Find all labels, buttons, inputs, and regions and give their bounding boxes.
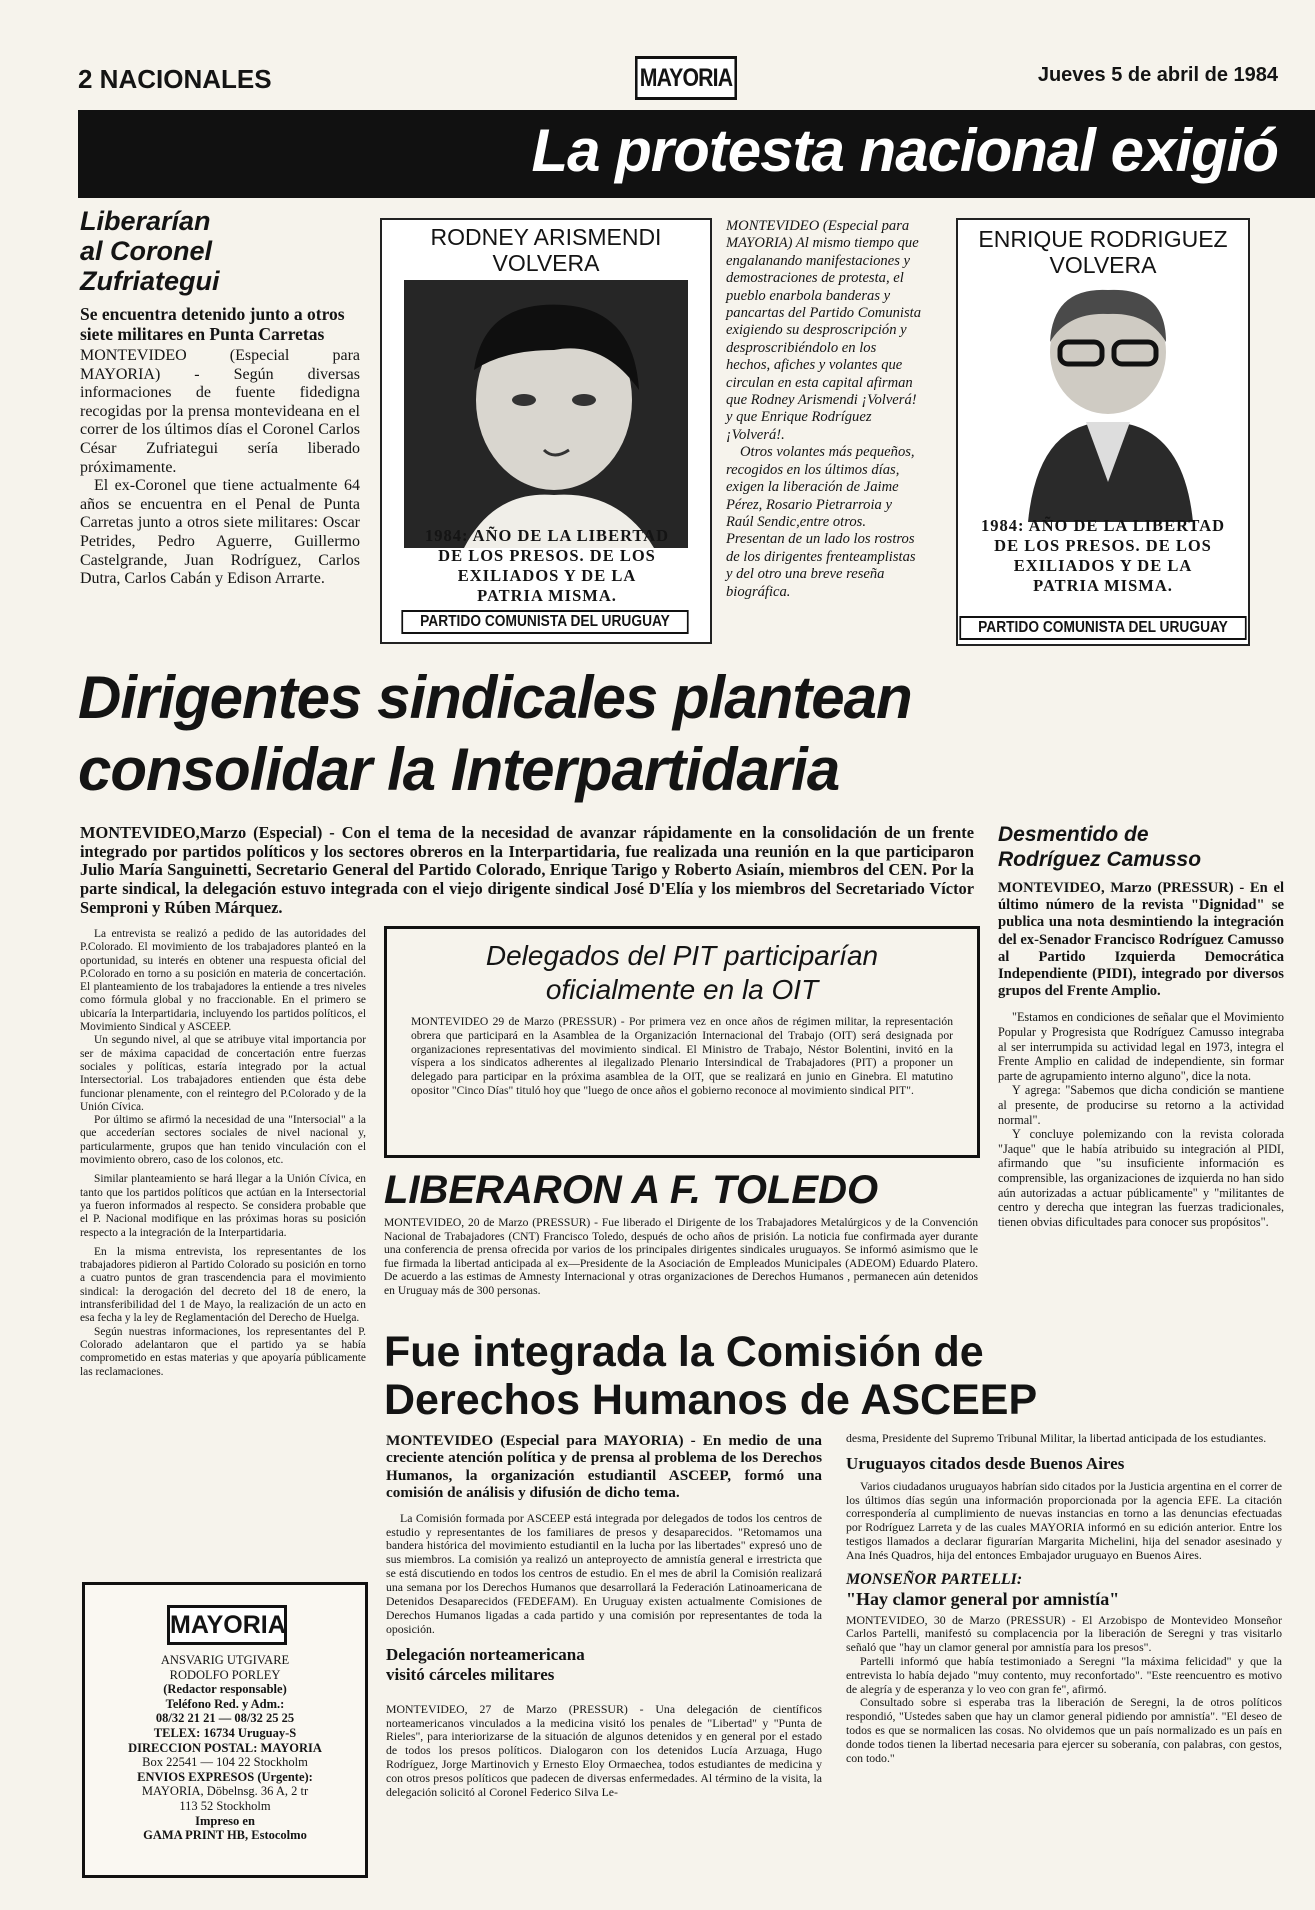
desmentido-headline-line2: Rodríguez Camusso (998, 848, 1202, 871)
desmentido-p1: "Estamos en condiciones de señalar que el Movimiento Popular y Progresista que Rodríguez Camusso integraba al ser interrumpida su actividad legal en 1973, integra el Frente Amplio en calidad de independiente, sin formar parte de agrupamiento interno alguno", dice la nota. (998, 1010, 1284, 1083)
protesta-p2: Otros volantes más pequeños, recogidos en los últimos días, exigen la liberación de Jaime Pérez, Rosario Pietrarroia y Raúl Sendic,entre otros. Presentan de un lado los rostros de los dirigentes frenteamplistas y del otro una breve reseña biográfica. (726, 444, 916, 600)
poster-right-slogan (964, 516, 1242, 596)
poster-arismendi (380, 218, 712, 644)
asceep-sub3-title: "Hay clamor general por amnistía" (846, 1588, 1120, 1609)
asceep-sub1-line2: visitó cárceles militares (386, 1664, 555, 1684)
sindicales-p2: Un segundo nivel, al que se atribuye vital importancia por ser de máxima capacidad de concertación entre fuerzas sociales y políticas, estaría integrado por la actual Intersectorial. Los trabajadores entienden que ésta debe funcionar plenamente, con el reintegro del P.Colorado y de la Unión Cívica. (80, 1034, 366, 1113)
desmentido-p2: Y agrega: "Sabemos que dicha condición se mantiene al presente, de producirse su retorno a la actividad normal". (998, 1083, 1284, 1127)
sindicales-headline-line2: consolidar la Interpartidaria (78, 736, 840, 803)
sindicales-body (80, 928, 366, 1379)
asceep-p6: Partelli informó que había testimoniado a Seregni "la máxima felicidad" y que la entrevista lo había dejado "muy contento, muy reconfortado". "Este reencuentro es motivo de alegría y de esperanza y lo veo con gran fe", afirmó. (846, 1653, 1282, 1696)
credits-box (82, 1582, 368, 1878)
sindicales-p4: Similar planteamiento se hará llegar a la Unión Cívica, en tanto que los partidos políticos que actúan en la Intersectorial ya fueron informados al respecto. Se considera probable que el P. Nacional modifique en las próximas horas su posición respecto a la integración de la Interpartidaria. (80, 1173, 366, 1239)
poster-left-slogan4: PATRIA MISMA. (477, 586, 617, 605)
oit-box (384, 926, 980, 1158)
coronel-body (80, 347, 360, 589)
asceep-sub1-line1: Delegación norteamericana (386, 1644, 585, 1664)
asceep-column-left (386, 1432, 822, 1799)
poster-left-title1: RODNEY ARISMENDI (430, 224, 662, 250)
asceep-p2: MONTEVIDEO, 27 de Marzo (PRESSUR) - Una delegación de científicos norteamericanos vinculados a la medicina visitó los penales de "Libertad" y "Punta de Rieles", para interiorizarse de la situación de algunos detenidos y en general por el estado de todos los presos políticos. Dialogaron con los detenidos Lucía Arzuaga, Hugo Rodríguez, Jorge Martinovich y Ernesto Eloy Ormaechea, todos estudiantes de medicina y con otros presos políticos que padecen de diversas enfermedades. Al término de la visita, la delegación solicitó al Coronel Federico Silva Le- (386, 1701, 822, 1799)
desmentido-headline-line1: Desmentido de (998, 823, 1149, 846)
credit-line-10: MAYORIA, Döbelnsg. 36 A, 2 tr (141, 1784, 309, 1799)
credit-line-6: TELEX: 16734 Uruguay-S (153, 1725, 297, 1740)
asceep-p5: MONTEVIDEO, 30 de Marzo (PRESSUR) - El Arzobispo de Montevideo Monseñor Carlos Partelli, manifestó su complacencia por la liberación de Seregni y tras visitarlo señaló que "hay un clamor general por amnistía para los presos". (846, 1612, 1282, 1655)
asceep-sub2: Uruguayos citados desde Buenos Aires (846, 1453, 1125, 1473)
coronel-p1: MONTEVIDEO (Especial para MAYORIA) - Según diversas informaciones de fuente fidedigna recogidas por la prensa montevideana en el correr de los últimos días el Coronel Carlos César Zufriategui sería liberado próximamente. (80, 347, 360, 476)
poster-left-slogan1: 1984: AÑO DE LA LIBERTAD (424, 526, 670, 545)
asceep-p3: desma, Presidente del Supremo Tribunal Militar, la libertad anticipada de los estudiantes. (846, 1431, 1267, 1445)
issue-date: Jueves 5 de abril de 1984 (1037, 64, 1278, 86)
asceep-p3-wrap (846, 1432, 1282, 1446)
asceep-p1: La Comisión formada por ASCEEP está integrada por delegados de todos los centros de estudio y representantes de los familiares de presos y desaparecidos. "Retomamos una bandera histórica del movimiento estudiantil en la lucha por las libertades" expresó uno de sus miembros. La comisión ya realizó un anteproyecto de amnistía general e irrestricta que se está discutiendo en todos los centros de estudio. En el mes de abril la Comisión realizará una semana por los Derechos Humanos que desarrollará la Federación Latinoamericana de Detenidos Desaparecidos (FEDEFAM). En Uruguay existen actualmente Comisiones de Derechos Humanos ligadas a cada partido y una comisión por representantes de toda la oposición. (386, 1510, 822, 1636)
protesta-p1: MONTEVIDEO (Especial para MAYORIA) Al mismo tiempo que engalanando manifestaciones y demostraciones de protesta, el pueblo enarbola banderas y pancartas del Partido Comunista exigiendo su desproscripción y desproscribiéndolo en los hechos, afiches y volantes que circulan en esta capital afirman que Rodney Arismendi ¡Volverá! y que Enrique Rodríguez ¡Volverá!. (726, 218, 921, 443)
asceep-headline-line1: Fue integrada la Comisión de (384, 1328, 984, 1376)
poster-left-title2: VOLVERA (492, 250, 600, 276)
asceep-column-right (846, 1432, 1282, 1765)
coronel-article (80, 206, 360, 589)
coronel-p2: El ex-Coronel que tiene actualmente 64 años se encuentra en el Penal de Punta Carretas junto a otros siete militares: Oscar Petrides, Pedro Aguerre, Guillermo Castelgrande, Juan Rodríguez, Carlos Dutra, Carlos Cabán y Edison Arrarte. (80, 477, 360, 588)
coronel-headline-line2: al Coronel (80, 236, 213, 266)
credit-line-9: ENVIOS EXPRESOS (Urgente): (137, 1769, 313, 1784)
sindicales-headline-line1: Dirigentes sindicales plantean (78, 664, 912, 731)
credit-line-3: (Redactor responsable) (163, 1682, 287, 1697)
oit-body: MONTEVIDEO 29 de Marzo (PRESSUR) - Por primera vez en once años de régimen militar, la representación obrera que participará en la Asamblea de la Organización Internacional del Trabajo (OIT) será designada por organizaciones representativas del movimiento sindical. El Ministro de Trabajo, Néstor Bolentini, invitó en la víspera a los sindicatos adherentes al ilegalizado Plenario Intersindical de Trabajadores (PIT) a proponer un delegado para participar en la próxima asamblea de la OIT, que se realizará en junio en Ginebra. El matutino opositor "Cinco Días" tituló hoy que "luego de once años el gobierno reconoce al movimiento sindical PIT". (411, 1015, 953, 1097)
coronel-deck: Se encuentra detenido junto a otros siete militares en Punta Carretas (80, 304, 345, 344)
poster-right-title2: VOLVERA (1049, 252, 1157, 278)
desmentido-p3: Y concluye polemizando con la revista colorada "Jaque" que le había atribuido su integración al PIDI, afirmando que "su insuficiente información es comprensible, las organizaciones de izquierda no han sido aún autorizadas a actuar públicamente" y "militantes de centro y derecha que integran las fuerzas tradicionales, tienen obvias dificultades para conocer sus propósitos". (998, 1127, 1284, 1229)
poster-rodriguez (956, 218, 1250, 646)
poster-left-party: PARTIDO COMUNISTA DEL URUGUAY (401, 610, 688, 634)
desmentido-body (998, 1010, 1284, 1229)
poster-left-slogan (402, 526, 692, 606)
credits-logo: MAYORIA (167, 1605, 287, 1645)
sindicales-p3: Por último se afirmó la necesidad de una "Intersocial" a la que accederían sectores sociales de nivel nacional y, particularmente, grupos que han tenido vinculación con el movimiento obrero, caso de los colonos, etc. (80, 1114, 366, 1167)
poster-right-slogan1: 1984: AÑO DE LA LIBERTAD (980, 516, 1226, 535)
protesta-column (726, 218, 922, 601)
coronel-headline-line1: Liberarían (80, 206, 211, 236)
asceep-p2-wrap (386, 1703, 822, 1800)
sindicales-lead: MONTEVIDEO,Marzo (Especial) - Con el tema de la necesidad de avanzar rápidamente en la consolidación de un frente integrado por partidos políticos y los sectores obreros en la Interpartidaria, fue realizada una reunión en la que participaron Julio María Sanguinetti, Secretario General del Partido Colorado, Enrique Tarigo y Roberto Asiaín, miembros del CEN. Por la parte sindical, la delegación estuvo integrada con el viejo dirigente sindical José D'Elía y los miembros del Secretariado Víctor Semproni y Rúben Márquez. (80, 823, 974, 917)
sindicales-p1: La entrevista se realizó a pedido de las autoridades del P.Colorado. El movimiento de los trabajadores planteó en la oportunidad, su interés en obtener una respuesta oficial del P.Colorado en torno a su posición en materia de concertación. El planteamiento de los trabajadores la entiende a tres niveles como fórmula global y no fraccionable. En el primero se ubicaría la Interpartidaria, incluyendo los partidos políticos, el Movimiento Sindical y ASCEEP. (80, 928, 366, 1034)
toledo-headline: LIBERARON A F. TOLEDO (384, 1168, 879, 1212)
oit-title-line2: oficialmente en la OIT (545, 974, 819, 1005)
credit-line-13: GAMA PRINT HB, Estocolmo (143, 1828, 307, 1843)
sindicales-p5: En la misma entrevista, los representantes de los trabajadores pidieron al Partido Colorado su posición en torno a cuatro puntos de gran trascendencia para el movimiento sindical: la derogación del decreto del 18 de enero, la intransferibilidad del 1 de Mayo, la realización de un acto en esa fecha y la ley de Reglamentación del Derecho de Huelga. (80, 1245, 366, 1325)
credit-line-1: ANSVARIG UTGIVARE (160, 1653, 290, 1667)
toledo-body: MONTEVIDEO, 20 de Marzo (PRESSUR) - Fue liberado el Dirigente de los Trabajadores Metalúrgicos y de la Convención Nacional de Trabajadores (CNT) Francisco Toledo, después de ocho años de prisión. La noticia fue confirmada ayer durante una conferencia de prensa ofrecida por varios de los principales dirigentes sindicales uruguayos. Se informó asimismo que le fue firmada la libertad anticipada al ex—Presidente de la Asociación de Empleados Municipales (ADEOM) Eduardo Platero. De acuerdo a las estimas de Amnesty Internacional y otras organizaciones de Derechos Humanos , permanecen aún detenidos en Uruguay más de 300 personas. (384, 1216, 978, 1297)
poster-right-title1: ENRIQUE RODRIGUEZ (978, 226, 1228, 252)
desmentido-lead: MONTEVIDEO, Marzo (PRESSUR) - En el último número de la revista "Dignidad" se publica una nota desmintiendo la integración del ex-Senador Francisco Rodríguez Camusso al Partido Izquierda Democrática Independiente (PIDI), integrado por diversos grupos del Frente Amplio. (998, 880, 1284, 1000)
credit-line-12: Impreso en (195, 1813, 255, 1828)
page-section-label: 2 NACIONALES (78, 64, 272, 94)
arismendi-portrait (404, 280, 688, 548)
credit-line-5: 08/32 21 21 — 08/32 25 25 (155, 1711, 295, 1726)
credit-line-7: DIRECCION POSTAL: MAYORIA (128, 1740, 322, 1755)
sindicales-p6: Según nuestras informaciones, los representantes del P. Colorado adelantaron que el partido ya se había comprometido en estas materias y que apoyaría públicamente las reclamaciones. (80, 1325, 366, 1378)
poster-right-slogan3: EXILIADOS Y DE LA (1013, 556, 1193, 575)
masthead-logo: MAYORIA (635, 56, 737, 100)
credit-line-4: Teléfono Red. y Adm.: (165, 1696, 285, 1711)
poster-left-slogan3: EXILIADOS Y DE LA (457, 566, 637, 585)
poster-right-slogan4: PATRIA MISMA. (1033, 576, 1173, 595)
toledo-article (384, 1166, 978, 1298)
credit-line-8: Box 22541 — 104 22 Stockholm (142, 1755, 308, 1770)
credit-line-2: RODOLFO PORLEY (169, 1667, 281, 1682)
poster-right-slogan2: DE LOS PRESOS. DE LOS (994, 536, 1212, 555)
credits-lines (85, 1653, 365, 1843)
coronel-headline-line3: Zufriategui (80, 266, 220, 296)
rodriguez-portrait (998, 282, 1208, 522)
banner (78, 110, 1315, 198)
oit-title-line1: Delegados del PIT participarían (485, 940, 879, 971)
asceep-sub3-kicker: MONSEÑOR PARTELLI: (846, 1570, 1023, 1588)
poster-left-slogan2: DE LOS PRESOS. DE LOS (438, 546, 656, 565)
credit-line-11: 113 52 Stockholm (179, 1798, 271, 1813)
page-header (78, 64, 1278, 104)
asceep-p4: Varios ciudadanos uruguayos habrían sido citados por la Justicia argentina en el correr de los últimos días según una información proporcionada por la agencia EFE. La citación correspondería al cumplimiento de nuevas instancias en torno a las denuncias efectuadas por Rodríguez Larreta y de las cuales MAYORIA informó en su edición anterior. Entre los testigos llamados a declarar figurarían Margarita Michelini, hija del senador asesinado y Ana Inés Quadros, hija del entonces Embajador uruguayo en Buenos Aires. (846, 1478, 1282, 1562)
asceep-p1-wrap (386, 1512, 822, 1637)
asceep-p7: Consultado sobre si esperaba tras la liberación de Seregni, la de otros políticos respondió, "Ustedes saben que hay un clamor general pidiendo por amnistía". "El deseo de todos es que se normalicen las cosas. No olvidemos que un país normalizado es un país en donde todos tienen la libertad necesaria para ejercer su soberanía, con palabras, con gestos, con todo." (846, 1695, 1282, 1765)
asceep-p4-wrap (846, 1480, 1282, 1563)
sindicales-headline (78, 662, 1228, 806)
asceep-lead: MONTEVIDEO (Especial para MAYORIA) - En medio de una creciente atención política y de prensa al problema de los Derechos Humanos, la organización estudiantil ASCEEP, formó una comisión de análisis y difusión de dicho tema. (386, 1432, 822, 1502)
poster-right-party: PARTIDO COMUNISTA DEL URUGUAY (959, 616, 1246, 640)
asceep-headline (384, 1328, 1304, 1424)
asceep-partelli-body (846, 1614, 1282, 1766)
asceep-headline-line2: Derechos Humanos de ASCEEP (384, 1376, 1038, 1424)
banner-title: La protesta nacional exigió (531, 117, 1278, 184)
desmentido-article (998, 822, 1284, 1229)
